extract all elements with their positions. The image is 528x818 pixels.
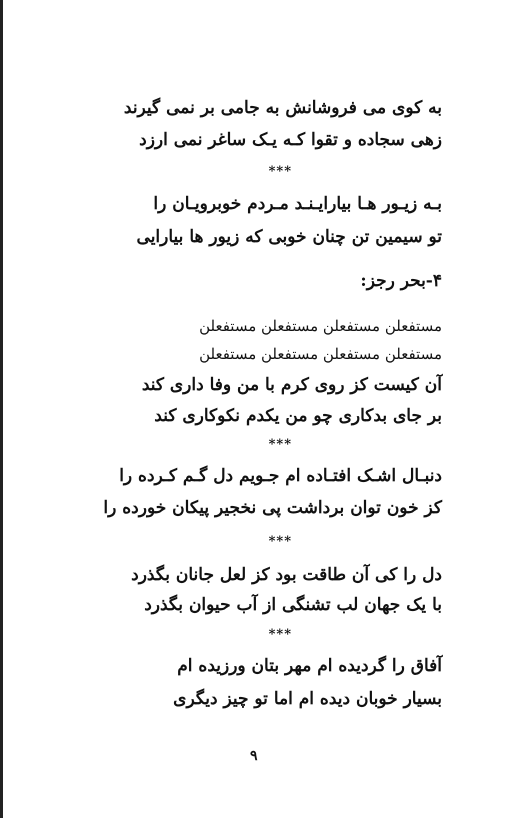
verse-line: تو سیمین تن چنان خوبی که زیور ها بیارایی xyxy=(136,227,442,247)
verse-line: زهی سجاده و تقوا کـه یـک ساغر نمی ارزد xyxy=(139,130,442,150)
separator: *** xyxy=(268,627,292,642)
verse-line: بسیار خوبان دیده ام اما تو چیز دیگری xyxy=(173,689,442,709)
meter-line: مستفعلن مستفعلن مستفعلن مستفعلن xyxy=(199,345,442,363)
page-number: ۹ xyxy=(250,748,258,764)
verse-line: با یک جهان لب تشنگی از آب حیوان بگذرد xyxy=(144,595,442,615)
separator: *** xyxy=(268,437,292,452)
verse-line: بـه زیـور هـا بیارایـنـد مـردم خوبرویـان را xyxy=(153,194,442,214)
meter-line: مستفعلن مستفعلن مستفعلن مستفعلن xyxy=(199,317,442,335)
verse-line: دنبـال اشـک افتـاده ام جـویم دل گـم کـرده را xyxy=(119,466,442,486)
separator: *** xyxy=(268,164,292,179)
separator: *** xyxy=(268,534,292,549)
verse-line: آن کیست کز روی کرم با من وفا داری کند xyxy=(141,375,442,395)
section-heading: ۴-بحر رجز: xyxy=(360,271,442,291)
page-edge xyxy=(0,0,3,818)
verse-line: آفاق را گردیده ام مهر بتان ورزیده ام xyxy=(177,656,442,676)
verse-line: به کوی می فروشانش به جامی بر نمی گیرند xyxy=(123,98,442,118)
verse-line: بر جای بدکاری چو من یکدم نکوکاری کند xyxy=(154,406,442,426)
verse-line: دل را کی آن طاقت بود کز لعل جانان بگذرد xyxy=(131,565,442,585)
verse-line: کز خون توان برداشت پی نخجیر پیکان خورده را xyxy=(103,498,442,518)
